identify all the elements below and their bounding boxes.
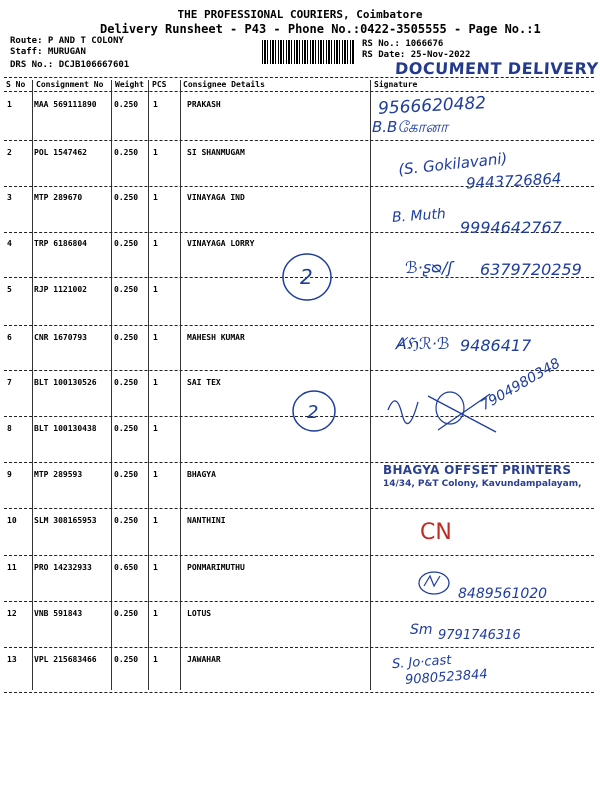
row-consignee: MAHESH KUMAR xyxy=(187,333,245,342)
signature-12-phone: 9791746316 xyxy=(438,628,521,643)
row-rule xyxy=(4,508,594,509)
row-consignment: MTP 289593 xyxy=(34,470,83,479)
row-weight: 0.250 xyxy=(114,378,139,387)
signature-3-phone: 9994642767 xyxy=(460,218,562,237)
col-pcs: PCS xyxy=(152,80,167,89)
row-sno: 7 xyxy=(7,378,12,387)
row-consignment: SLM 308165953 xyxy=(34,516,97,525)
row-consignment: BLT 100130526 xyxy=(34,378,97,387)
row-weight: 0.250 xyxy=(114,655,139,664)
row-weight: 0.250 xyxy=(114,193,139,202)
signature-3-name: B. Muth xyxy=(391,206,447,226)
col-weight: Weight xyxy=(115,80,144,89)
row-rule xyxy=(4,692,594,693)
row-consignment: CNR 1670793 xyxy=(34,333,87,342)
row-sno: 3 xyxy=(7,193,12,202)
signature-11-phone: 8489561020 xyxy=(458,586,548,602)
row-pcs: 1 xyxy=(153,609,158,618)
row-pcs: 1 xyxy=(153,239,158,248)
row-pcs: 1 xyxy=(153,100,158,109)
circled-mark-2 xyxy=(290,388,340,438)
col-separator xyxy=(148,80,149,690)
row-pcs: 1 xyxy=(153,563,158,572)
printer-stamp-address: 14/34, P&T Colony, Kavundampalayam, xyxy=(383,479,582,489)
col-separator xyxy=(32,80,33,690)
row-rule xyxy=(4,647,594,648)
row-pcs: 1 xyxy=(153,470,158,479)
signature-13: S. Jo·cast xyxy=(391,652,452,673)
row-consignee: NANTHINI xyxy=(187,516,226,525)
signature-10-mark: CN xyxy=(420,520,452,545)
row-rule xyxy=(4,325,594,326)
row-consignment: TRP 6186804 xyxy=(34,239,87,248)
document-delivery-stamp: DOCUMENT DELIVERY xyxy=(394,59,600,78)
row-weight: 0.250 xyxy=(114,100,139,109)
col-separator xyxy=(180,80,181,690)
signature-2-name: (S. Gokilavani) xyxy=(397,149,509,179)
row-rule xyxy=(4,140,594,141)
signature-11-scribble xyxy=(416,570,456,598)
col-sno: S No xyxy=(6,80,26,89)
row-weight: 0.250 xyxy=(114,333,139,342)
staff-label: Staff: MURUGAN xyxy=(10,47,86,57)
printer-stamp xyxy=(383,463,582,489)
circled-mark-2-text: 2 xyxy=(307,402,319,423)
row-weight: 0.250 xyxy=(114,239,139,248)
col-consignee: Consignee Details xyxy=(183,80,265,89)
row-weight: 0.250 xyxy=(114,148,139,157)
signature-12: Sm xyxy=(410,622,433,638)
row-consignee: PONMARIMUTHU xyxy=(187,563,245,572)
row-rule xyxy=(4,370,594,371)
signature-6: Ⱥℌℛ·ℬ xyxy=(396,334,450,353)
row-rule xyxy=(4,555,594,556)
row-weight: 0.250 xyxy=(114,609,139,618)
row-sno: 1 xyxy=(7,100,12,109)
row-consignment: VNB 591843 xyxy=(34,609,83,618)
row-consignee: BHAGYA xyxy=(187,470,216,479)
row-consignment: VPL 215683466 xyxy=(34,655,97,664)
rs-date: RS Date: 25-Nov-2022 xyxy=(362,50,471,60)
row-pcs: 1 xyxy=(153,516,158,525)
row-consignment: POL 1547462 xyxy=(34,148,87,157)
circled-mark-1-text: 2 xyxy=(300,265,313,289)
row-sno: 8 xyxy=(7,424,12,433)
row-consignee: VINAYAGA IND xyxy=(187,193,245,202)
rs-number: RS No.: 1066676 xyxy=(362,39,444,49)
signature-2-phone: 9443726864 xyxy=(465,169,562,193)
signature-4-phone: 6379720259 xyxy=(480,260,582,279)
row-sno: 2 xyxy=(7,148,12,157)
row-weight: 0.250 xyxy=(114,516,139,525)
circled-mark-1 xyxy=(280,250,336,306)
drs-number: DRS No.: DCJB106667601 xyxy=(10,60,130,70)
row-consignee: SI SHANMUGAM xyxy=(187,148,245,157)
row-consignee: VINAYAGA LORRY xyxy=(187,239,255,248)
signature-4: ℬ·ʂᴓ/ʃ xyxy=(405,258,453,277)
row-consignment: RJP 1121002 xyxy=(34,285,87,294)
barcode xyxy=(262,40,354,64)
row-sno: 4 xyxy=(7,239,12,248)
company-title: THE PROFESSIONAL COURIERS, Coimbatore xyxy=(177,8,423,21)
row-consignee: SAI TEX xyxy=(187,378,221,387)
row-sno: 13 xyxy=(7,655,17,664)
signature-1-phone: 9566620482 xyxy=(377,93,487,119)
row-pcs: 1 xyxy=(153,655,158,664)
col-separator xyxy=(111,80,112,690)
row-consignment: MTP 289670 xyxy=(34,193,83,202)
row-consignee: PRAKASH xyxy=(187,100,221,109)
row-sno: 12 xyxy=(7,609,17,618)
header-top-rule xyxy=(4,77,594,78)
row-sno: 9 xyxy=(7,470,12,479)
signature-8-phone: 7904980348 xyxy=(478,355,564,414)
col-separator xyxy=(370,80,371,690)
row-sno: 5 xyxy=(7,285,12,294)
row-pcs: 1 xyxy=(153,193,158,202)
row-consignment: BLT 100130438 xyxy=(34,424,97,433)
row-weight: 0.250 xyxy=(114,470,139,479)
signature-13-phone: 9080523844 xyxy=(404,667,489,688)
row-pcs: 1 xyxy=(153,333,158,342)
row-weight: 0.250 xyxy=(114,424,139,433)
row-consignee: JAWAHAR xyxy=(187,655,221,664)
row-consignee: LOTUS xyxy=(187,609,212,618)
printer-stamp-name: BHAGYA OFFSET PRINTERS xyxy=(383,463,572,477)
col-consignment: Consignment No xyxy=(36,80,104,89)
row-consignment: MAA 569111890 xyxy=(34,100,97,109)
row-sno: 6 xyxy=(7,333,12,342)
signature-1-name: B.Bகோனா xyxy=(372,118,448,136)
row-pcs: 1 xyxy=(153,378,158,387)
row-sno: 11 xyxy=(7,563,17,572)
row-consignment: PRO 14232933 xyxy=(34,563,92,572)
row-sno: 10 xyxy=(7,516,17,525)
row-pcs: 1 xyxy=(153,424,158,433)
runsheet-title: Delivery Runsheet - P43 - Phone No.:0422-3505555 - Page No.:1 xyxy=(100,22,541,36)
col-signature: Signature xyxy=(374,80,418,89)
row-pcs: 1 xyxy=(153,148,158,157)
row-weight: 0.250 xyxy=(114,285,139,294)
row-pcs: 1 xyxy=(153,285,158,294)
row-weight: 0.650 xyxy=(114,563,139,572)
route-label: Route: P AND T COLONY xyxy=(10,36,124,46)
header-bottom-rule xyxy=(4,91,594,92)
signature-6-phone: 9486417 xyxy=(460,336,532,355)
